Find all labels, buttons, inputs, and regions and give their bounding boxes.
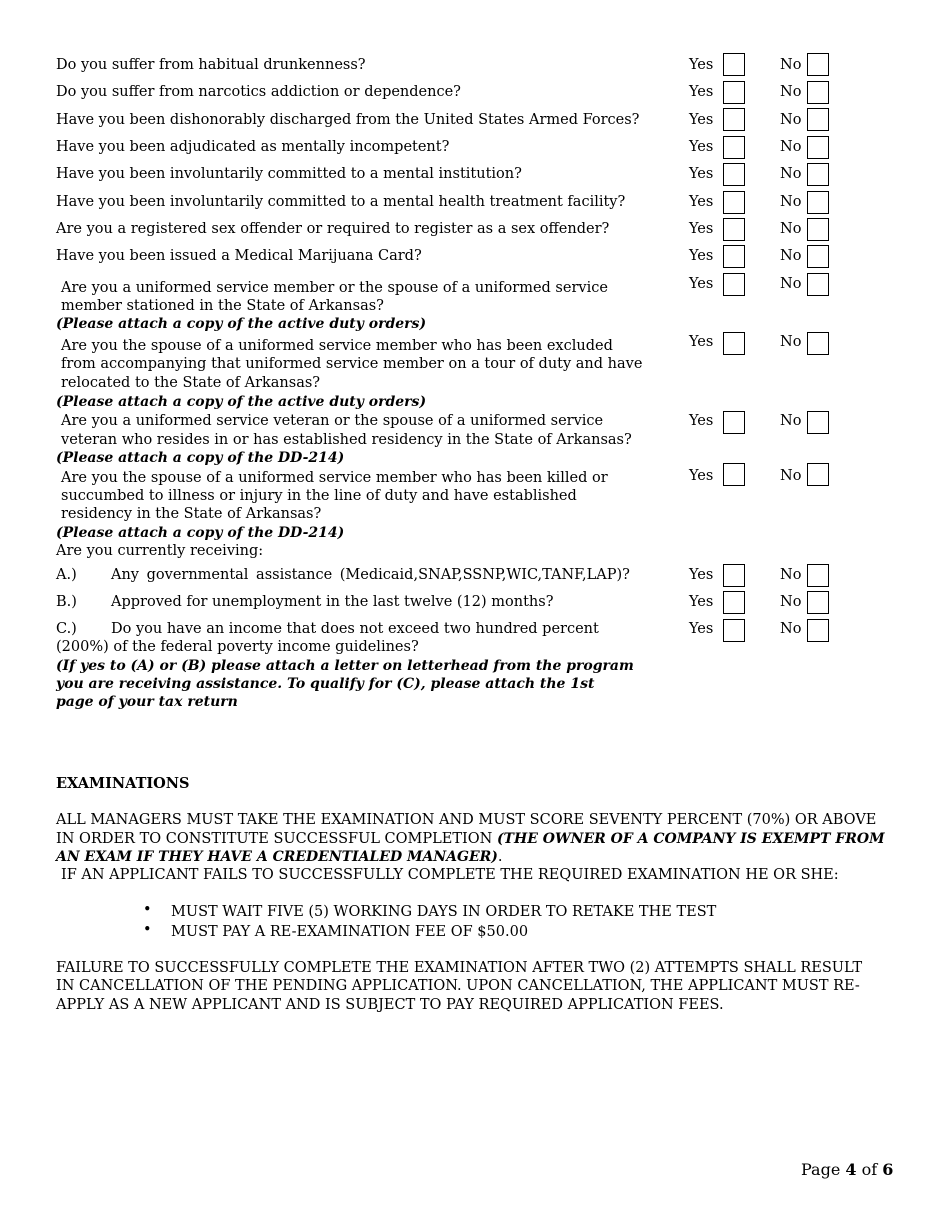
no-checkbox[interactable]	[807, 332, 829, 355]
question-text: Do you suffer from narcotics addiction or dependence?	[56, 84, 461, 100]
receiving-note: page of your tax return	[56, 694, 238, 710]
yes-checkbox[interactable]	[723, 564, 745, 587]
no-checkbox[interactable]	[807, 191, 829, 214]
no-label: No	[780, 413, 802, 429]
exam-paragraph: IN ORDER TO CONSTITUTE SUCCESSFUL COMPLETION (THE OWNER OF A COMPANY IS EXEMPT FROM	[56, 831, 885, 847]
question-text: member stationed in the State of Arkansas?	[61, 298, 384, 314]
no-checkbox[interactable]	[807, 591, 829, 614]
question-text: Have you been dishonorably discharged from the United States Armed Forces?	[56, 112, 640, 128]
no-label: No	[780, 194, 802, 210]
exam-paragraph: AN EXAM IF THEY HAVE A CREDENTIALED MANAGER).	[56, 849, 503, 865]
no-label: No	[780, 567, 802, 583]
no-label: No	[780, 84, 802, 100]
no-label: No	[780, 139, 802, 155]
item-text: (200%) of the federal poverty income guidelines?	[56, 639, 419, 655]
yes-label: Yes	[689, 166, 714, 182]
yes-label: Yes	[689, 112, 714, 128]
bullet-icon: •	[143, 922, 152, 938]
no-label: No	[780, 594, 802, 610]
yes-label: Yes	[689, 334, 714, 350]
yes-checkbox[interactable]	[723, 163, 745, 186]
yes-label: Yes	[689, 413, 714, 429]
no-checkbox[interactable]	[807, 53, 829, 76]
question-text: Have you been involuntarily committed to a mental health treatment facility?	[56, 194, 626, 210]
yes-label: Yes	[689, 276, 714, 292]
no-checkbox[interactable]	[807, 81, 829, 104]
bullet-icon: •	[143, 902, 152, 918]
yes-label: Yes	[689, 221, 714, 237]
no-checkbox[interactable]	[807, 463, 829, 486]
no-checkbox[interactable]	[807, 619, 829, 642]
no-label: No	[780, 57, 802, 73]
question-note: (Please attach a copy of the DD-214)	[56, 450, 345, 466]
yes-checkbox[interactable]	[723, 463, 745, 486]
question-text: from accompanying that uniformed service member on a tour of duty and have	[61, 356, 643, 372]
no-label: No	[780, 276, 802, 292]
yes-checkbox[interactable]	[723, 191, 745, 214]
no-checkbox[interactable]	[807, 163, 829, 186]
item-letter: A.)	[56, 567, 77, 583]
question-text: Are you the spouse of a uniformed service member who has been excluded	[61, 338, 613, 354]
yes-checkbox[interactable]	[723, 108, 745, 131]
no-checkbox[interactable]	[807, 136, 829, 159]
yes-checkbox[interactable]	[723, 619, 745, 642]
item-text: Any governmental assistance (Medicaid,SNAP,SSNP,WIC,TANF,LAP)?	[111, 567, 630, 583]
receiving-intro: Are you currently receiving:	[56, 543, 264, 559]
no-checkbox[interactable]	[807, 108, 829, 131]
no-label: No	[780, 468, 802, 484]
yes-label: Yes	[689, 567, 714, 583]
yes-label: Yes	[689, 84, 714, 100]
yes-checkbox[interactable]	[723, 411, 745, 434]
question-text: Are you a uniformed service member or the spouse of a uniformed service	[61, 280, 608, 296]
no-label: No	[780, 166, 802, 182]
receiving-note: (If yes to (A) or (B) please attach a letter on letterhead from the program	[56, 658, 634, 674]
question-text: Are you a registered sex offender or required to register as a sex offender?	[56, 221, 610, 237]
section-heading: EXAMINATIONS	[56, 775, 190, 792]
question-text: veteran who resides in or has established residency in the State of Arkansas?	[61, 432, 632, 448]
yes-checkbox[interactable]	[723, 136, 745, 159]
yes-label: Yes	[689, 139, 714, 155]
yes-label: Yes	[689, 468, 714, 484]
no-checkbox[interactable]	[807, 411, 829, 434]
no-checkbox[interactable]	[807, 273, 829, 296]
yes-checkbox[interactable]	[723, 273, 745, 296]
yes-label: Yes	[689, 248, 714, 264]
no-label: No	[780, 621, 802, 637]
no-checkbox[interactable]	[807, 564, 829, 587]
yes-checkbox[interactable]	[723, 53, 745, 76]
question-text: relocated to the State of Arkansas?	[61, 375, 321, 391]
question-text: Have you been involuntarily committed to a mental institution?	[56, 166, 522, 182]
yes-checkbox[interactable]	[723, 591, 745, 614]
question-text: Have you been adjudicated as mentally incompetent?	[56, 139, 450, 155]
question-text: Are you the spouse of a uniformed service member who has been killed or	[61, 470, 608, 486]
item-text: Do you have an income that does not exceed two hundred percent	[111, 621, 599, 637]
no-checkbox[interactable]	[807, 218, 829, 241]
item-text: Approved for unemployment in the last twelve (12) months?	[111, 594, 554, 610]
yes-label: Yes	[689, 194, 714, 210]
question-text: succumbed to illness or injury in the line of duty and have established	[61, 488, 577, 504]
exam-paragraph: IF AN APPLICANT FAILS TO SUCCESSFULLY COMPLETE THE REQUIRED EXAMINATION HE OR SHE:	[61, 867, 839, 883]
receiving-note: you are receiving assistance. To qualify for (C), please attach the 1st	[56, 676, 595, 692]
yes-label: Yes	[689, 57, 714, 73]
question-text: Have you been issued a Medical Marijuana Card?	[56, 248, 422, 264]
bullet-text: MUST PAY A RE-EXAMINATION FEE OF $50.00	[171, 924, 529, 940]
question-text: Do you suffer from habitual drunkenness?	[56, 57, 366, 73]
exam-paragraph: FAILURE TO SUCCESSFULLY COMPLETE THE EXAMINATION AFTER TWO (2) ATTEMPTS SHALL RESULT	[56, 960, 863, 976]
question-note: (Please attach a copy of the active duty orders)	[56, 394, 427, 410]
question-text: Are you a uniformed service veteran or the spouse of a uniformed service	[61, 413, 604, 429]
page-number: Page 4 of 6	[801, 1160, 894, 1179]
question-text: residency in the State of Arkansas?	[61, 506, 322, 522]
yes-checkbox[interactable]	[723, 332, 745, 355]
question-note: (Please attach a copy of the active duty orders)	[56, 316, 427, 332]
exam-paragraph: ALL MANAGERS MUST TAKE THE EXAMINATION AND MUST SCORE SEVENTY PERCENT (70%) OR ABOVE	[56, 812, 877, 828]
yes-label: Yes	[689, 594, 714, 610]
item-letter: C.)	[56, 621, 77, 637]
item-letter: B.)	[56, 594, 77, 610]
no-label: No	[780, 112, 802, 128]
no-label: No	[780, 334, 802, 350]
yes-label: Yes	[689, 621, 714, 637]
question-note: (Please attach a copy of the DD-214)	[56, 525, 345, 541]
yes-checkbox[interactable]	[723, 81, 745, 104]
exam-paragraph: IN CANCELLATION OF THE PENDING APPLICATION. UPON CANCELLATION, THE APPLICANT MUST RE-	[56, 978, 860, 994]
no-label: No	[780, 221, 802, 237]
yes-checkbox[interactable]	[723, 245, 745, 268]
bullet-text: MUST WAIT FIVE (5) WORKING DAYS IN ORDER TO RETAKE THE TEST	[171, 904, 717, 920]
yes-checkbox[interactable]	[723, 218, 745, 241]
no-label: No	[780, 248, 802, 264]
exam-paragraph: APPLY AS A NEW APPLICANT AND IS SUBJECT TO PAY REQUIRED APPLICATION FEES.	[56, 997, 724, 1013]
no-checkbox[interactable]	[807, 245, 829, 268]
